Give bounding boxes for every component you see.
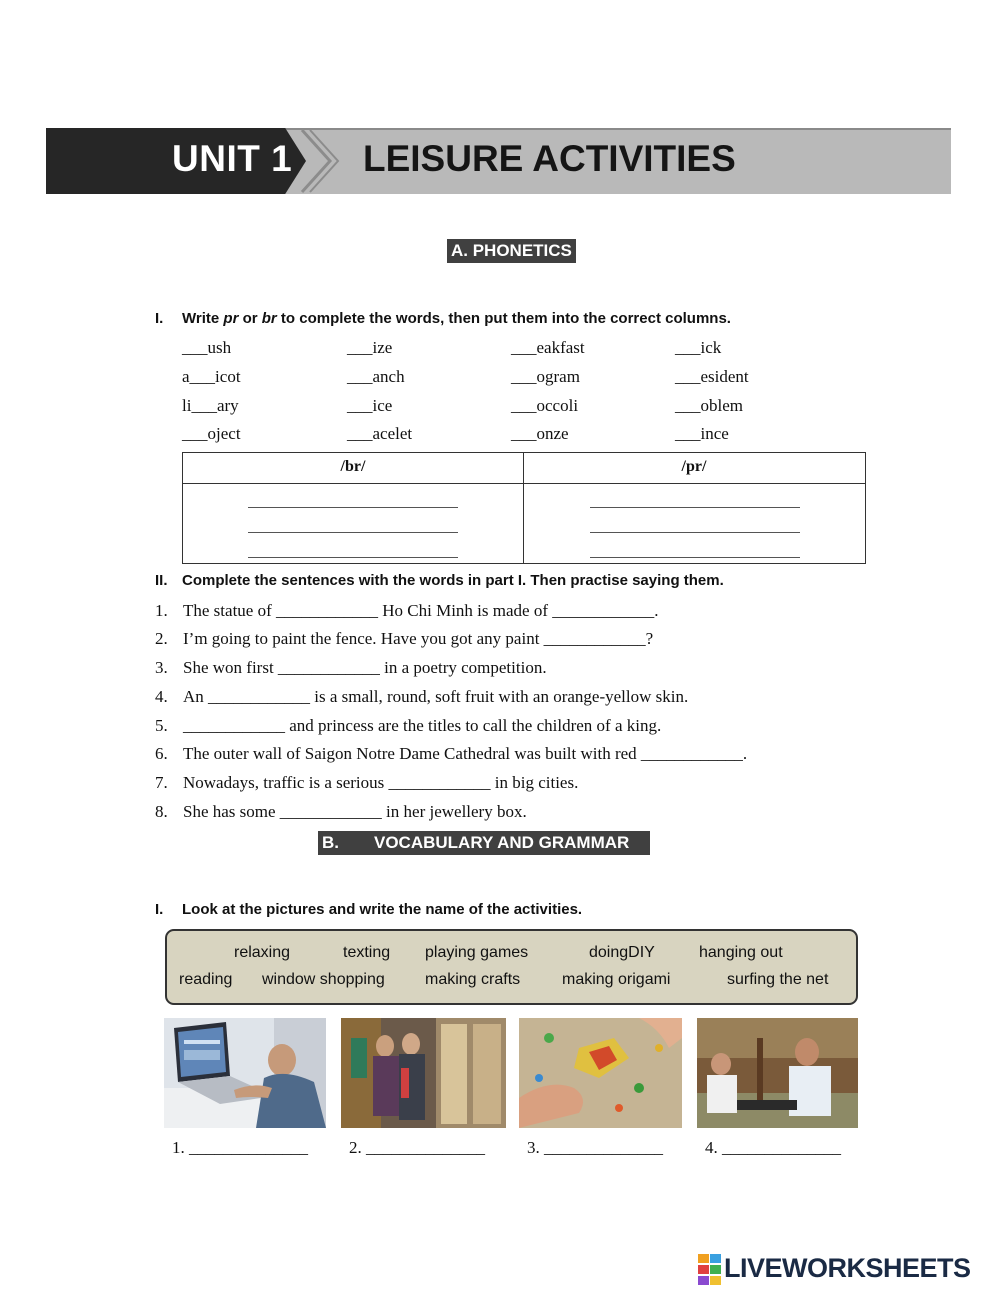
answer-line[interactable] xyxy=(590,507,800,508)
chevron-right-icon xyxy=(290,128,340,194)
picture-window-shopping xyxy=(341,1018,506,1128)
word-item: ___esident xyxy=(675,367,749,386)
answer-3[interactable]: 3. ______________ xyxy=(527,1138,663,1157)
answer-4[interactable]: 4. ______________ xyxy=(705,1138,841,1157)
word-bank-item: making origami xyxy=(562,971,671,988)
word-item: ___ogram xyxy=(511,367,580,386)
picture-doing-diy xyxy=(697,1018,858,1128)
picture-making-crafts xyxy=(519,1018,682,1128)
task-a1-instruction: I. Write pr or br to complete the words, then put them into the correct columns. xyxy=(155,310,731,327)
answer-1[interactable]: 1. ______________ xyxy=(172,1138,308,1157)
word-bank-item: hanging out xyxy=(699,944,783,961)
word-item: ___ince xyxy=(675,424,729,443)
word-bank-item: surfing the net xyxy=(727,971,829,988)
answer-2[interactable]: 2. ______________ xyxy=(349,1138,485,1157)
section-a-heading: A. PHONETICS xyxy=(447,239,576,263)
word-item: ___ize xyxy=(347,338,393,357)
word-bank-item: playing games xyxy=(425,944,529,961)
answer-line[interactable] xyxy=(248,532,458,533)
word-item: ___ick xyxy=(675,338,722,357)
unit-title: LEISURE ACTIVITIES xyxy=(363,138,736,179)
task-a2-instruction: II. Complete the sentences with the words in part I. Then practise saying them. xyxy=(155,572,724,589)
sound-columns-table xyxy=(182,452,866,564)
word-item: ___ice xyxy=(347,396,393,415)
answer-line[interactable] xyxy=(248,557,458,558)
word-bank xyxy=(165,929,858,1005)
word-item: ___ush xyxy=(182,338,232,357)
word-item: ___oblem xyxy=(675,396,743,415)
word-item: ___oject xyxy=(182,424,241,443)
word-bank-item: doingDIY xyxy=(589,944,655,961)
word-item: a___icot xyxy=(182,367,241,386)
answer-line[interactable] xyxy=(590,557,800,558)
word-item: ___occoli xyxy=(511,396,579,415)
word-item: ___acelet xyxy=(347,424,413,443)
column-header-br: /br/ xyxy=(340,458,366,475)
section-b-heading: B. VOCABULARY AND GRAMMAR xyxy=(318,831,650,855)
word-item: ___onze xyxy=(511,424,569,443)
liveworksheets-logo-icon xyxy=(698,1254,722,1286)
word-bank-item: reading xyxy=(179,971,233,988)
answer-line[interactable] xyxy=(590,532,800,533)
liveworksheets-brand: LIVEWORKSHEETS xyxy=(724,1253,971,1283)
picture-surfing-the-net xyxy=(164,1018,326,1128)
word-item: ___eakfast xyxy=(511,338,585,357)
unit-number: UNIT 1 xyxy=(172,138,293,179)
answer-line[interactable] xyxy=(248,507,458,508)
word-bank-item: making crafts xyxy=(425,971,521,988)
word-bank-item: window shopping xyxy=(262,971,385,988)
word-item: ___anch xyxy=(347,367,405,386)
word-bank-item: texting xyxy=(343,944,391,961)
column-header-pr: /pr/ xyxy=(681,458,707,475)
word-bank-item: relaxing xyxy=(234,944,291,961)
word-item: li___ary xyxy=(182,396,239,415)
task-b1-instruction: I. Look at the pictures and write the name of the activities. xyxy=(155,901,583,918)
